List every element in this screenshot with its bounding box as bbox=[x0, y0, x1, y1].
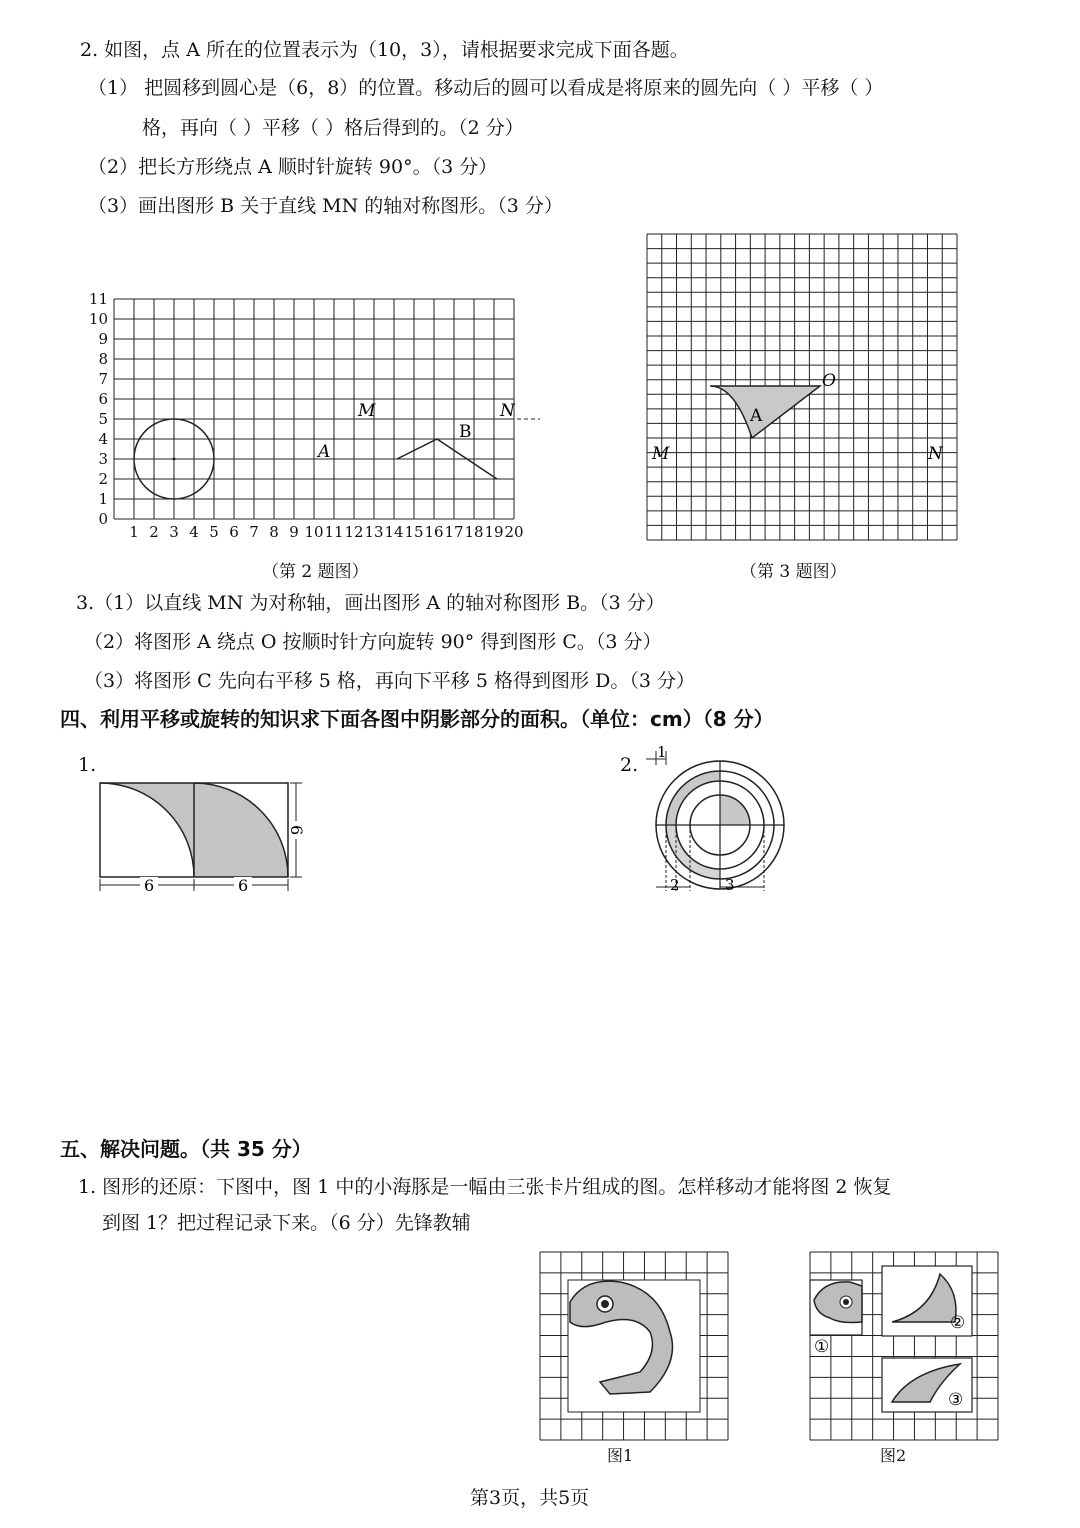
q2-x-tick-label: 17 bbox=[444, 523, 464, 541]
area1-dim-height: 6 bbox=[287, 825, 306, 836]
q2-grid-figure bbox=[0, 290, 540, 550]
q2-y-axis-labels bbox=[89, 290, 108, 528]
q3-label-o: O bbox=[822, 371, 836, 391]
area1-dim-left: 6 bbox=[144, 876, 155, 895]
fig3-caption: （第 3 题图） bbox=[740, 562, 847, 582]
q2-1-line1: （1） 把圆移到圆心是（6，8）的位置。移动后的圆可以看成是将原来的圆先向（ ）平移（ ） bbox=[88, 77, 884, 99]
q3-label-m: M bbox=[652, 444, 670, 464]
q2-x-tick-label: 3 bbox=[169, 523, 179, 541]
dolphin-fig1-caption: 图1 bbox=[607, 1446, 634, 1465]
fig2-caption: （第 2 题图） bbox=[262, 562, 369, 582]
section4-heading: 四、利用平移或旋转的知识求下面各图中阴影部分的面积。（单位：cm）（8 分） bbox=[60, 707, 774, 731]
card-label-2: ② bbox=[950, 1313, 966, 1333]
q2-y-tick-label: 7 bbox=[98, 370, 108, 388]
q2-x-tick-label: 10 bbox=[304, 523, 324, 541]
section4-problem1-label: 1. bbox=[78, 754, 97, 776]
q2-x-tick-label: 13 bbox=[364, 523, 384, 541]
q2-x-tick-label: 6 bbox=[229, 523, 239, 541]
q2-x-tick-label: 14 bbox=[384, 523, 404, 541]
dolphin-fig2-caption: 图2 bbox=[880, 1446, 907, 1465]
dolphin-figure-2 bbox=[810, 1252, 998, 1440]
card-label-3: ③ bbox=[948, 1390, 964, 1410]
q2-y-tick-label: 6 bbox=[98, 390, 108, 408]
q2-y-tick-label: 8 bbox=[98, 350, 108, 368]
q2-y-tick-label: 11 bbox=[88, 290, 108, 308]
area1-dim-right: 6 bbox=[238, 876, 249, 895]
q3-2: （2）将图形 A 绕点 O 按顺时针方向旋转 90° 得到图形 C。（3 分） bbox=[84, 631, 662, 653]
q2-y-tick-label: 1 bbox=[98, 490, 108, 508]
q3-1: 3.（1）以直线 MN 为对称轴，画出图形 A 的轴对称图形 B。（3 分） bbox=[76, 592, 665, 614]
area1-shaded-right-piece bbox=[194, 783, 288, 877]
q2-x-tick-label: 2 bbox=[149, 523, 159, 541]
area1-shaded-left-piece bbox=[100, 783, 194, 877]
q2-y-tick-label: 5 bbox=[98, 410, 108, 428]
q2-x-tick-label: 18 bbox=[464, 523, 484, 541]
q2-x-axis-labels bbox=[129, 523, 523, 541]
q2-label-a: A bbox=[318, 442, 331, 462]
area2-dim-bottom-right: 3 bbox=[725, 876, 735, 894]
q3-grid-figure bbox=[640, 228, 960, 548]
q2-label-n: N bbox=[500, 401, 515, 421]
section5-q1-line2: 到图 1？把过程记录下来。（6 分）先锋教辅 bbox=[102, 1212, 471, 1234]
dolphin-figure-1 bbox=[540, 1252, 728, 1440]
q2-3: （3）画出图形 B 关于直线 MN 的轴对称图形。（3 分） bbox=[88, 195, 563, 217]
q2-y-tick-label: 9 bbox=[98, 330, 108, 348]
q2-x-tick-label: 15 bbox=[404, 523, 424, 541]
q2-intro: 2. 如图，点 A 所在的位置表示为（10，3），请根据要求完成下面各题。 bbox=[80, 39, 689, 61]
q2-y-tick-label: 10 bbox=[88, 310, 108, 328]
q2-x-tick-label: 8 bbox=[269, 523, 279, 541]
q2-x-tick-label: 7 bbox=[249, 523, 259, 541]
area-figure-1 bbox=[92, 775, 332, 895]
section5-q1-line1: 1. 图形的还原：下图中，图 1 中的小海豚是一幅由三张卡片组成的图。怎样移动才能将图 2 恢复 bbox=[78, 1176, 892, 1198]
q2-x-tick-label: 1 bbox=[129, 523, 139, 541]
q2-label-m: M bbox=[358, 401, 376, 421]
q2-1-line2: 格，再向（ ）平移（ ）格后得到的。（2 分） bbox=[142, 117, 524, 139]
q2-y-tick-label: 2 bbox=[98, 470, 108, 488]
q2-x-tick-label: 12 bbox=[344, 523, 364, 541]
area-figure-2 bbox=[645, 745, 805, 895]
q2-x-tick-label: 5 bbox=[209, 523, 219, 541]
q2-x-tick-label: 20 bbox=[504, 523, 524, 541]
q2-y-tick-label: 4 bbox=[98, 430, 108, 448]
q3-3: （3）将图形 C 先向右平移 5 格，再向下平移 5 格得到图形 D。（3 分） bbox=[84, 670, 695, 692]
q3-label-n: N bbox=[928, 444, 943, 464]
section4-problem2-label: 2. bbox=[620, 754, 639, 776]
q2-2: （2）把长方形绕点 A 顺时针旋转 90°。（3 分） bbox=[88, 156, 498, 178]
q2-y-tick-label: 0 bbox=[98, 510, 108, 528]
area2-dim-top: 1 bbox=[657, 743, 667, 761]
q2-y-tick-label: 3 bbox=[98, 450, 108, 468]
q2-x-tick-label: 9 bbox=[289, 523, 299, 541]
q2-x-tick-label: 19 bbox=[484, 523, 504, 541]
area2-dim-bottom-left: 2 bbox=[670, 876, 680, 894]
card-label-1: ① bbox=[814, 1337, 830, 1357]
q2-x-tick-label: 4 bbox=[189, 523, 199, 541]
q2-label-b: B bbox=[459, 422, 472, 442]
q2-x-tick-label: 11 bbox=[324, 523, 344, 541]
q2-x-tick-label: 16 bbox=[424, 523, 444, 541]
q2-circle-center bbox=[173, 458, 176, 461]
section5-heading: 五、解决问题。（共 35 分） bbox=[60, 1137, 312, 1161]
q3-label-a: A bbox=[750, 406, 763, 426]
page-footer: 第3页，共5页 bbox=[470, 1487, 590, 1509]
